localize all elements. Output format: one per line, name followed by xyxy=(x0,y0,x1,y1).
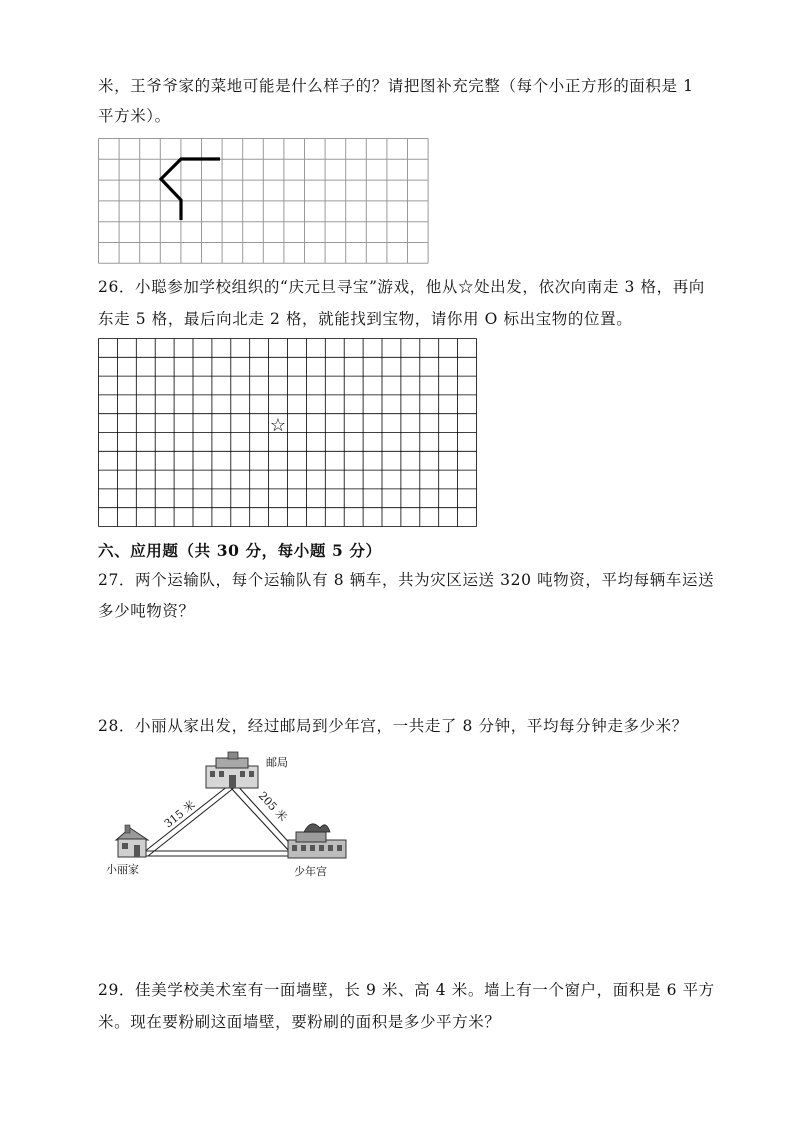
q26-grid-lines xyxy=(99,339,477,527)
home-label: 小丽家 xyxy=(106,863,139,876)
section6-heading: 六、应用题（共 30 分，每小题 5 分） xyxy=(98,541,382,560)
q25-text-line1: 米，王爷爷家的菜地可能是什么样子的？请把图补充完整（每个小正方形的面积是 1 xyxy=(98,77,694,95)
q25-grid-figure[interactable] xyxy=(98,138,432,266)
distance-label-post-to-palace: 205 米 xyxy=(255,789,290,825)
youth-palace-building-icon xyxy=(288,824,346,858)
q29-text-line1: 29．佳美学校美术室有一面墙壁，长 9 米、高 4 米。墙上有一个窗户，面积是 6 平方 xyxy=(98,981,715,999)
q26-text: 26．小聪参加学校组织的“庆元旦寻宝”游戏，他从☆处出发，依次向南走 3 格，再向 xyxy=(98,278,705,296)
q27-text-line1: 27．两个运输队，每个运输队有 8 辆车，共为灾区运送 320 吨物资，平均每辆车运送 xyxy=(98,571,715,589)
q25-grid-lines xyxy=(99,139,429,264)
q26-grid-figure[interactable] xyxy=(98,338,478,528)
distance-label-home-to-post: 315 米 xyxy=(161,798,198,831)
post-office-building-icon xyxy=(206,752,258,788)
q29-text-line2: 米。现在要粉刷这面墙壁，要粉刷的面积是多少平方米？ xyxy=(98,1013,501,1031)
q25-partial-field-outline xyxy=(161,159,220,220)
home-building-icon xyxy=(116,825,148,857)
q26-star-icon: ☆ xyxy=(269,415,287,436)
q28-text-line1: 28．小丽从家出发，经过邮局到少年宫，一共走了 8 分钟，平均每分钟走多少米？ xyxy=(98,717,688,735)
q27-text-line2: 多少吨物资？ xyxy=(98,602,195,620)
q28-route-illustration xyxy=(98,748,368,883)
q26-text-line1 xyxy=(98,277,705,297)
q26-text-line2: 东走 5 格，最后向北走 2 格，就能找到宝物，请你用 O 标出宝物的位置。 xyxy=(98,310,633,328)
post-office-label: 邮局 xyxy=(266,756,288,769)
q25-text-line2: 平方米）。 xyxy=(98,107,171,125)
youth-palace-label: 少年宫 xyxy=(294,865,327,878)
